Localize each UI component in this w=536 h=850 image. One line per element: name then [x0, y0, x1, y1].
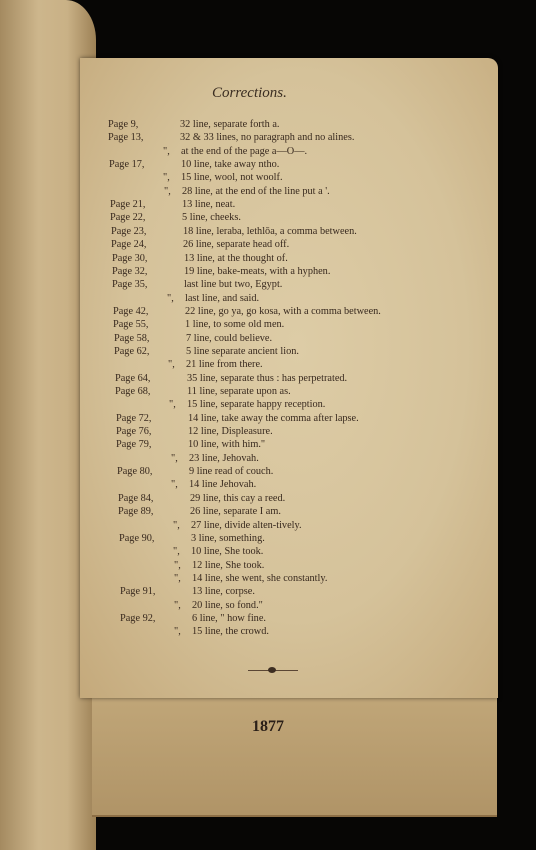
correction-row [110, 198, 480, 211]
correction-row [120, 612, 490, 625]
back-cover [92, 690, 497, 817]
line-correction: 10 line, take away ntho. [181, 159, 280, 171]
page-ref: Page 32, [112, 265, 148, 277]
correction-row [118, 492, 488, 505]
line-correction: 28 line, at the end of the line put a '. [182, 185, 330, 197]
correction-row [113, 292, 483, 305]
correction-row [119, 532, 489, 545]
correction-row [117, 478, 487, 491]
page-ref: Page 24, [111, 239, 147, 251]
line-correction: 9 line read of couch. [189, 466, 274, 478]
correction-row [115, 372, 485, 385]
page-ref: ", [174, 599, 181, 611]
page-ref: Page 72, [116, 412, 152, 424]
page-title: Corrections. [212, 85, 287, 101]
line-correction: 10 line, with him." [188, 439, 266, 451]
page-ref: ", [173, 546, 180, 558]
correction-row [120, 625, 490, 638]
page-ref: ", [171, 479, 178, 491]
line-correction: 14 line, take away the comma after lapse. [188, 412, 359, 424]
page-ref: Page 35, [112, 279, 148, 291]
correction-row [119, 519, 489, 532]
correction-row [120, 599, 490, 612]
correction-row [110, 211, 480, 224]
line-correction: 15 line, wool, not woolf. [181, 172, 283, 184]
line-correction: last line but two, Egypt. [184, 279, 283, 291]
page-ref: Page 21, [110, 199, 146, 211]
page-ref: ", [163, 145, 170, 157]
correction-row [112, 278, 482, 291]
correction-row [116, 412, 486, 425]
line-correction: 12 line, Displeasure. [188, 426, 273, 438]
line-correction: 32 & 33 lines, no paragraph and no alines. [180, 132, 355, 144]
line-correction: 26 line, separate I am. [190, 506, 281, 518]
page-ref: Page 92, [120, 612, 156, 624]
correction-row [110, 185, 480, 198]
page-ref: ", [174, 559, 181, 571]
page-ref: Page 9, [108, 119, 139, 130]
page-ref: ", [174, 626, 181, 638]
page-ref: Page 91, [120, 586, 156, 598]
line-correction: 27 line, divide alten-tively. [191, 519, 302, 531]
page-ref: ", [163, 172, 170, 184]
page-ref: Page 89, [118, 506, 154, 518]
correction-row [114, 345, 484, 358]
line-correction: 5 line separate ancient lion. [186, 345, 299, 357]
page-ref: Page 55, [113, 319, 149, 331]
line-correction: 11 line, separate upon as. [187, 386, 291, 397]
correction-row [117, 452, 487, 465]
correction-row [113, 305, 483, 318]
line-correction: 15 line, separate happy reception. [187, 399, 326, 411]
line-correction: 32 line, separate forth a. [180, 119, 280, 130]
page-ref: ", [171, 452, 178, 464]
correction-row [108, 118, 478, 131]
page-ref: ", [173, 519, 180, 531]
correction-row [118, 505, 488, 518]
correction-row [117, 465, 487, 478]
page-ref: ", [167, 292, 174, 304]
line-correction: 7 line, could believe. [186, 332, 273, 344]
line-correction: 29 line, this cay a reed. [190, 492, 286, 504]
correction-row [109, 158, 479, 171]
line-correction: 13 line, at the thought of. [184, 252, 288, 264]
correction-row [112, 252, 482, 265]
line-correction: 22 line, go ya, go kosa, with a comma between. [185, 305, 381, 317]
page-ref: Page 90, [119, 532, 155, 544]
line-correction: 6 line, " how fine. [192, 612, 266, 624]
page-ref: Page 79, [116, 439, 152, 451]
page-ref: Page 58, [114, 332, 150, 344]
line-correction: 15 line, the crowd. [192, 626, 269, 638]
page-ref: Page 80, [117, 466, 153, 478]
page-ref: Page 84, [118, 492, 154, 504]
line-correction: 20 line, so fond." [192, 599, 263, 611]
line-correction: 18 line, leraba, lethlōa, a comma between. [183, 225, 357, 237]
page-ref: Page 17, [109, 159, 145, 171]
page-ref: ", [164, 185, 171, 197]
line-correction: 12 line, She took. [192, 559, 265, 571]
page-ref: Page 64, [115, 372, 151, 384]
page-ref: Page 76, [116, 426, 152, 438]
correction-row [108, 131, 478, 144]
line-correction: 5 line, cheeks. [182, 212, 241, 224]
correction-row [109, 171, 479, 184]
line-correction: 19 line, bake-meats, with a hyphen. [184, 265, 331, 277]
line-correction: last line, and said. [185, 292, 260, 304]
ornament-dot [268, 667, 276, 673]
line-correction: 26 line, separate head off. [183, 239, 290, 251]
page-ref: ", [174, 572, 181, 584]
line-correction: at the end of the page a—O—. [181, 145, 308, 157]
line-correction: 35 line, separate thus : has perpetrated. [187, 372, 348, 384]
correction-row [115, 398, 485, 411]
page-ref: Page 30, [112, 252, 148, 264]
correction-row [109, 145, 479, 158]
page-ref: Page 22, [110, 212, 146, 224]
page-ref: Page 42, [113, 305, 149, 317]
correction-row [119, 545, 489, 558]
correction-row [120, 585, 490, 598]
line-correction: 14 line, she went, she constantly. [192, 572, 328, 584]
imprint-year: 1877 [252, 718, 284, 735]
line-correction: 1 line, to some old men. [185, 319, 285, 331]
line-correction: 13 line, neat. [182, 199, 236, 211]
correction-row [114, 332, 484, 345]
line-correction: 14 line Jehovah. [189, 479, 257, 491]
correction-row [120, 572, 490, 585]
correction-row [111, 238, 481, 251]
correction-row [115, 385, 485, 398]
page-ref: Page 68, [115, 386, 151, 397]
line-correction: 3 line, something. [191, 532, 265, 544]
correction-row [113, 318, 483, 331]
page-ref: ", [168, 359, 175, 371]
line-correction: 10 line, She took. [191, 546, 264, 558]
correction-row [120, 559, 490, 572]
correction-row [116, 425, 486, 438]
line-correction: 13 line, corpse. [192, 586, 255, 598]
page-ref: Page 23, [111, 225, 147, 237]
line-correction: 23 line, Jehovah. [189, 452, 259, 464]
page-ref: Page 62, [114, 345, 150, 357]
page-ref: ", [169, 399, 176, 411]
page-ref: Page 13, [108, 132, 144, 144]
correction-row [111, 225, 481, 238]
correction-row [112, 265, 482, 278]
line-correction: 21 line from there. [186, 359, 263, 371]
correction-row [114, 358, 484, 371]
correction-row [116, 438, 486, 451]
